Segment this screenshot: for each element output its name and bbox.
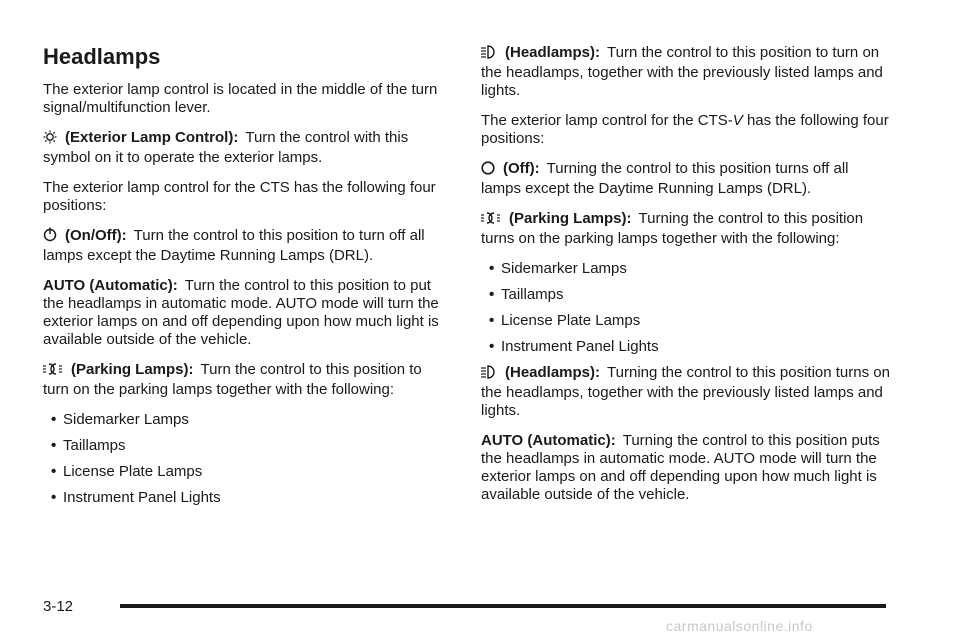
- footer-rule: [120, 604, 886, 608]
- parking-text: Turn the control to this position to turn on the parking lamps together with the following:: [43, 361, 422, 398]
- list-item: • License Plate Lamps: [489, 312, 641, 329]
- on-off-icon: [43, 227, 57, 247]
- list-item: • Sidemarker Lamps: [51, 411, 189, 428]
- auto-text: Turn the control to this position to put the headlamps in automatic mode. AUTO mode will turn the exterior lamps on and off depending upon how much light is available outside of the vehicle.: [43, 277, 439, 348]
- headlamps-term-2: (Headlamps):: [505, 364, 601, 381]
- headlamps-text-2: Turning the control to this position turns on the headlamps, together with the previously listed lamps and lights.: [481, 364, 890, 419]
- parking-term-right: (Parking Lamps):: [509, 210, 632, 227]
- on-off-paragraph: [43, 227, 443, 265]
- right-bullet-list: [481, 260, 891, 356]
- page-title: Headlamps: [43, 44, 161, 69]
- auto-term: AUTO (Automatic):: [43, 277, 178, 294]
- lamp-control-term: (Exterior Lamp Control):: [65, 129, 239, 146]
- left-bullet-list: [43, 411, 443, 507]
- off-paragraph: [481, 160, 891, 198]
- headlamps-paragraph: [481, 44, 891, 100]
- parking-lamps-icon: [481, 211, 501, 230]
- left-column: [43, 44, 443, 515]
- cts-positions-paragraph: The exterior lamp control for the CTS has the following four positions:: [43, 179, 436, 214]
- list-item: • Instrument Panel Lights: [489, 338, 659, 355]
- right-column: [481, 44, 891, 516]
- auto-paragraph: [43, 277, 443, 349]
- headlamps-icon: [481, 45, 497, 64]
- lamp-control-text: Turn the control with this symbol on it to operate the exterior lamps.: [43, 129, 409, 166]
- list-item: • Taillamps: [51, 437, 126, 454]
- parking-text-right: Turning the control to this position turns on the parking lamps together with the following:: [481, 210, 864, 247]
- off-icon: [481, 161, 495, 180]
- headlamps-term: (Headlamps):: [505, 44, 601, 61]
- ctsv-positions-paragraph: The exterior lamp control for the CTS-V has the following four positions:: [481, 112, 889, 147]
- list-item: • Taillamps: [489, 286, 564, 303]
- list-item: • Sidemarker Lamps: [489, 260, 627, 277]
- on-off-text: Turn the control to this position to turn off all lamps except the Daytime Running Lamps (DRL).: [43, 227, 425, 264]
- page-number: 3-12: [43, 598, 74, 615]
- off-term: (Off):: [503, 160, 540, 177]
- headlamps-icon: [481, 365, 497, 384]
- headlamps-paragraph-2: [481, 364, 891, 420]
- auto-paragraph-right: [481, 432, 891, 504]
- parking-term: (Parking Lamps):: [71, 361, 194, 378]
- watermark: carmanualsonline.info: [666, 618, 813, 634]
- auto-term-right: AUTO (Automatic):: [481, 432, 616, 449]
- headlamps-text: Turn the control to this position to turn on the headlamps, together with the previously listed lamps and lights.: [481, 44, 883, 99]
- list-item: • License Plate Lamps: [51, 463, 203, 480]
- parking-paragraph: [43, 361, 443, 399]
- off-text: Turning the control to this position turns off all lamps except the Daytime Running Lamps (DRL).: [481, 160, 849, 197]
- auto-text-right: Turning the control to this position puts the headlamps in automatic mode. AUTO mode will turn the exterior lamps on and off depending upon how much light is available outside of the vehicle.: [481, 432, 880, 503]
- lamp-control-paragraph: [43, 129, 443, 167]
- list-item: • Instrument Panel Lights: [51, 489, 221, 506]
- on-off-term: (On/Off):: [65, 227, 127, 244]
- intro-paragraph: The exterior lamp control is located in the middle of the turn signal/multifunction lever.: [43, 81, 438, 116]
- parking-lamps-icon: [43, 362, 63, 381]
- exterior-lamp-icon: [43, 130, 57, 149]
- parking-paragraph-right: [481, 210, 891, 248]
